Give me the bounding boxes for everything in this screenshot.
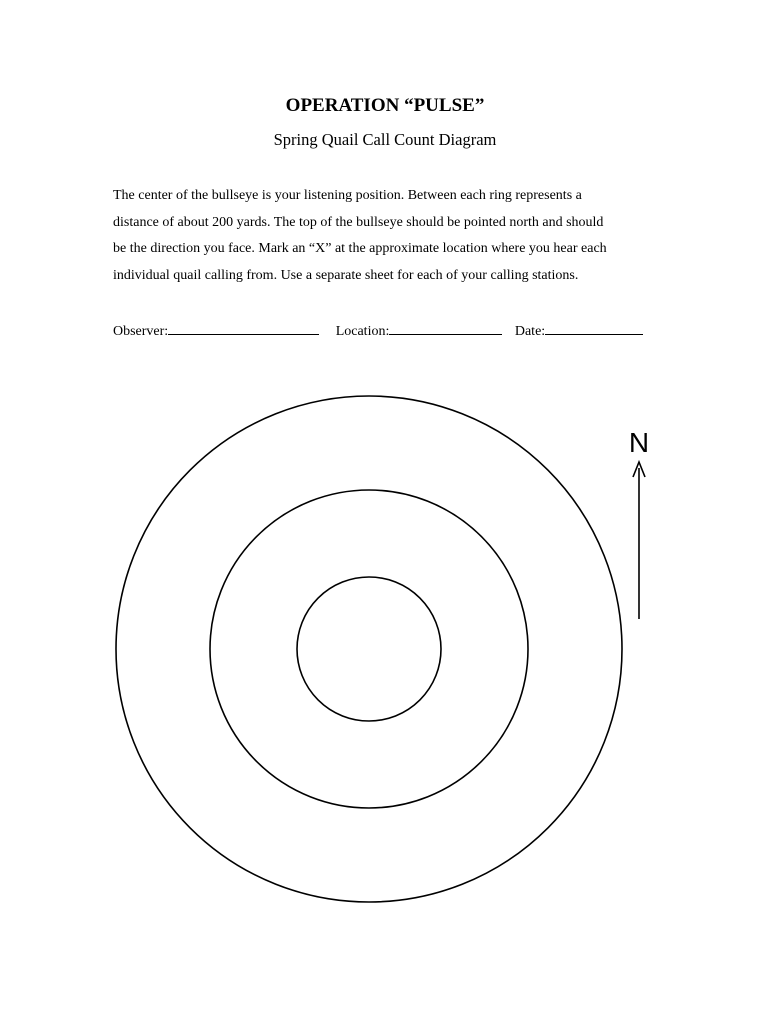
observer-label: Observer: xyxy=(113,324,169,339)
north-indicator xyxy=(629,427,649,619)
outer-ring xyxy=(116,396,622,902)
page-subtitle: Spring Quail Call Count Diagram xyxy=(273,130,497,149)
instruction-line: individual quail calling from. Use a separate sheet for each of your calling stations. xyxy=(113,268,579,284)
instruction-line: be the direction you face. Mark an “X” at the approximate location where you hear each xyxy=(113,241,607,257)
date-label: Date: xyxy=(514,324,546,339)
instruction-line: distance of about 200 yards. The top of the bullseye should be pointed north and should xyxy=(113,214,604,230)
page-title: OPERATION “PULSE” xyxy=(285,95,485,116)
middle-ring xyxy=(210,490,528,808)
inner-ring xyxy=(297,577,441,721)
north-label: N xyxy=(628,427,650,458)
instruction-line: The center of the bullseye is your listening position. Between each ring represents a xyxy=(113,188,582,203)
location-label: Location: xyxy=(335,324,390,339)
bullseye-rings xyxy=(116,396,622,902)
